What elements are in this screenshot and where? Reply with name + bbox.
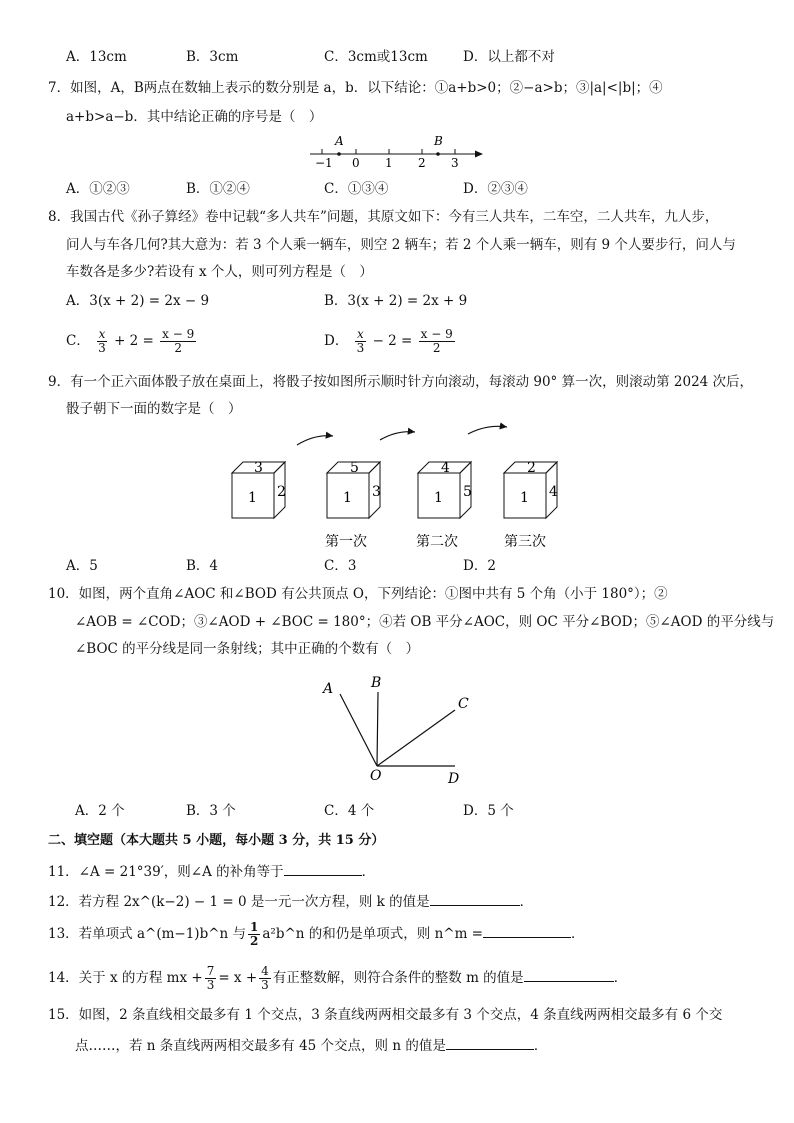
q8-option-d-prefix: D．: [324, 333, 349, 349]
die-roll-3-front: 1: [520, 490, 529, 506]
q11-line: [48, 861, 375, 881]
ray-oa: [340, 694, 377, 766]
tick-label-1: 1: [385, 156, 393, 170]
die-initial: [232, 460, 286, 518]
ray-ob: [377, 692, 378, 766]
q13-line: [48, 919, 584, 949]
q15-stem-line2: 点……，若 n 条直线两两相交最多有 45 个交点，则 n 的值是: [75, 1038, 446, 1054]
q15-end: ．: [533, 1038, 548, 1054]
die-roll-2-top: 4: [441, 460, 450, 476]
q14-post: 有正整数解，则符合条件的整数 m 的值是: [272, 970, 524, 986]
q8-option-d: [324, 326, 457, 356]
die-roll-3: [504, 460, 558, 518]
point-b-dot: [436, 152, 440, 156]
q10-option-a: A．2 个: [75, 803, 125, 819]
q8-option-d-frac2: $\frac{x - 9}{2}$: [420, 327, 453, 355]
point-a-label: A: [335, 134, 344, 148]
q9-option-b: B．4: [186, 558, 219, 574]
label-a: A: [323, 681, 334, 697]
q8-option-c: [66, 326, 198, 356]
q10-option-b: B．3 个: [186, 803, 236, 819]
die-roll-2: [418, 460, 472, 518]
q9-stem-line2: 骰子朝下一面的数字是（ ）: [66, 401, 242, 417]
q7-stem-line2: a+b>a−b．其中结论正确的序号是（ ）: [66, 109, 323, 125]
q13-pre: 13．若单项式 a^(m−1)b^n 与: [48, 926, 247, 942]
q6-option-a: A．13cm: [66, 49, 127, 65]
q8-option-c-mid: + 2 =: [114, 333, 154, 349]
q15-answer-blank[interactable]: [446, 1035, 534, 1050]
q11-text: 11．∠A = 21°39′，则∠A 的补角等于: [48, 864, 284, 880]
q13-coefficient-frac: $\frac{1}{2}$: [250, 920, 259, 948]
q6-option-b: B．3cm: [186, 49, 239, 65]
point-a-dot: [337, 152, 341, 156]
q15-stem-line1: 15．如图，2 条直线相交最多有 1 个交点，3 条直线两两相交最多有 3 个交点，4 条直线两两相交最多有 6 个交: [48, 1007, 723, 1023]
q12-text: 12．若方程 2x^(k−2) − 1 = 0 是一元一次方程，则 k 的值是: [48, 894, 430, 910]
q7-stem-line1: 7．如图，A，B两点在数轴上表示的数分别是 a，b．以下结论：①a+b>0；②−a>b；③|a|<|b|；④: [48, 80, 663, 96]
tick-label-minus1: −1: [315, 156, 333, 170]
ray-oc: [377, 710, 455, 766]
q11-answer-blank[interactable]: [284, 861, 362, 876]
q9-stem-line1: 9．有一个正六面体骰子放在桌面上，将骰子按如图所示顺时针方向滚动，每滚动 90° 算一次，则滚动第 2024 次后，: [48, 374, 754, 390]
label-c: C: [458, 696, 469, 712]
q10-stem-line1: 10．如图，两个直角∠AOC 和∠BOD 有公共顶点 O，下列结论：①图中共有 5 个角（小于 180°）；②: [48, 586, 668, 602]
tick-label-3: 3: [451, 156, 459, 170]
q8-option-d-frac1: $\frac{x}{3}$: [356, 327, 365, 355]
label-d: D: [448, 771, 460, 787]
caption-roll-1: 第一次: [325, 534, 367, 550]
roll-arrow-2: [380, 432, 415, 440]
q10-option-c: C．4 个: [324, 803, 375, 819]
tick-label-0: 0: [352, 156, 360, 170]
die-initial-front: 1: [248, 490, 257, 506]
q10-stem-line2: ∠AOB = ∠COD；③∠AOD + ∠BOC = 180°；④若 OB 平分∠AOC，则 OC 平分∠BOD；⑤∠AOD 的平分线与: [75, 614, 775, 630]
section2-title: 二、填空题（本大题共 5 小题，每小题 3 分，共 15 分）: [48, 833, 385, 848]
point-b-label: B: [434, 134, 443, 148]
q8-option-d-mid: − 2 =: [372, 333, 413, 349]
q7-option-b: B．①②④: [186, 181, 250, 197]
q7-option-d: D．②③④: [463, 181, 528, 197]
caption-roll-3: 第三次: [504, 534, 546, 550]
q8-option-c-frac2: $\frac{x - 9}{2}$: [162, 327, 195, 355]
q10-option-d: D．5 个: [463, 803, 514, 819]
q14-pre: 14．关于 x 的方程 mx +: [48, 970, 203, 986]
q6-option-c: C．3cm或13cm: [324, 49, 428, 65]
dice-figure: [225, 420, 575, 555]
caption-roll-2: 第二次: [416, 534, 458, 550]
label-o: O: [370, 768, 382, 784]
die-roll-2-side: 5: [463, 484, 472, 500]
q14-line: [48, 963, 627, 993]
number-line-figure: [305, 133, 490, 173]
q7-option-c: C．①③④: [324, 181, 389, 197]
q8-option-b: B．3(x + 2) = 2x + 9: [324, 293, 468, 309]
q8-stem-line2: 问人与车各几何?其大意为：若 3 个人乘一辆车，则空 2 辆车；若 2 个人乘一辆车，则有 9 个人要步行，问人与: [66, 237, 736, 253]
die-roll-2-front: 1: [434, 490, 443, 506]
q8-option-a: A．3(x + 2) = 2x − 9: [66, 293, 210, 309]
label-b: B: [371, 675, 382, 691]
die-roll-3-top: 2: [527, 460, 536, 476]
roll-arrow-1: [297, 436, 333, 445]
q6-option-d: D．以上都不对: [463, 49, 555, 65]
q9-option-c: C．3: [324, 558, 357, 574]
q14-mid: = x +: [218, 970, 258, 986]
die-roll-1-front: 1: [343, 490, 352, 506]
q14-frac2: $\frac{4}{3}$: [261, 964, 269, 992]
q7-option-a: A．①②③: [66, 181, 130, 197]
tick-label-2: 2: [418, 156, 426, 170]
q8-stem-line1: 8．我国古代《孙子算经》卷中记载“多人共车”问题，其原文如下：今有三人共车，二车空，二人共车，九人步，: [48, 209, 719, 225]
q9-option-d: D．2: [463, 558, 496, 574]
die-initial-side: 2: [277, 484, 286, 500]
q12-answer-blank[interactable]: [430, 891, 520, 906]
q12-end: ．: [519, 894, 534, 910]
q14-answer-blank[interactable]: [524, 967, 614, 982]
die-roll-1-side: 3: [372, 484, 381, 500]
die-roll-1: [327, 460, 381, 518]
q13-answer-blank[interactable]: [483, 923, 571, 938]
q8-option-c-prefix: C．: [66, 333, 90, 349]
q13-post: a²b^n 的和仍是单项式，则 n^m =: [262, 926, 483, 942]
q8-option-c-frac1: $\frac{x}{3}$: [98, 327, 106, 355]
q9-option-a: A．5: [66, 558, 98, 574]
q13-end: ．: [570, 926, 585, 942]
q14-end: ．: [613, 970, 628, 986]
number-line-arrow: [475, 151, 483, 158]
angle-figure: [315, 670, 475, 790]
q10-stem-line3: ∠BOC 的平分线是同一条射线；其中正确的个数有（ ）: [75, 641, 420, 657]
q11-end: ．: [361, 864, 376, 880]
q14-frac1: $\frac{7}{3}$: [206, 964, 215, 992]
die-initial-top: 3: [254, 460, 263, 476]
die-roll-1-top: 5: [350, 460, 359, 476]
q12-line: [48, 891, 533, 911]
roll-arrow-3: [468, 426, 507, 434]
q8-stem-line3: 车数各是多少?若设有 x 个人，则可列方程是（ ）: [66, 264, 373, 280]
q15-line2: [75, 1035, 547, 1055]
die-roll-3-side: 4: [549, 484, 558, 500]
